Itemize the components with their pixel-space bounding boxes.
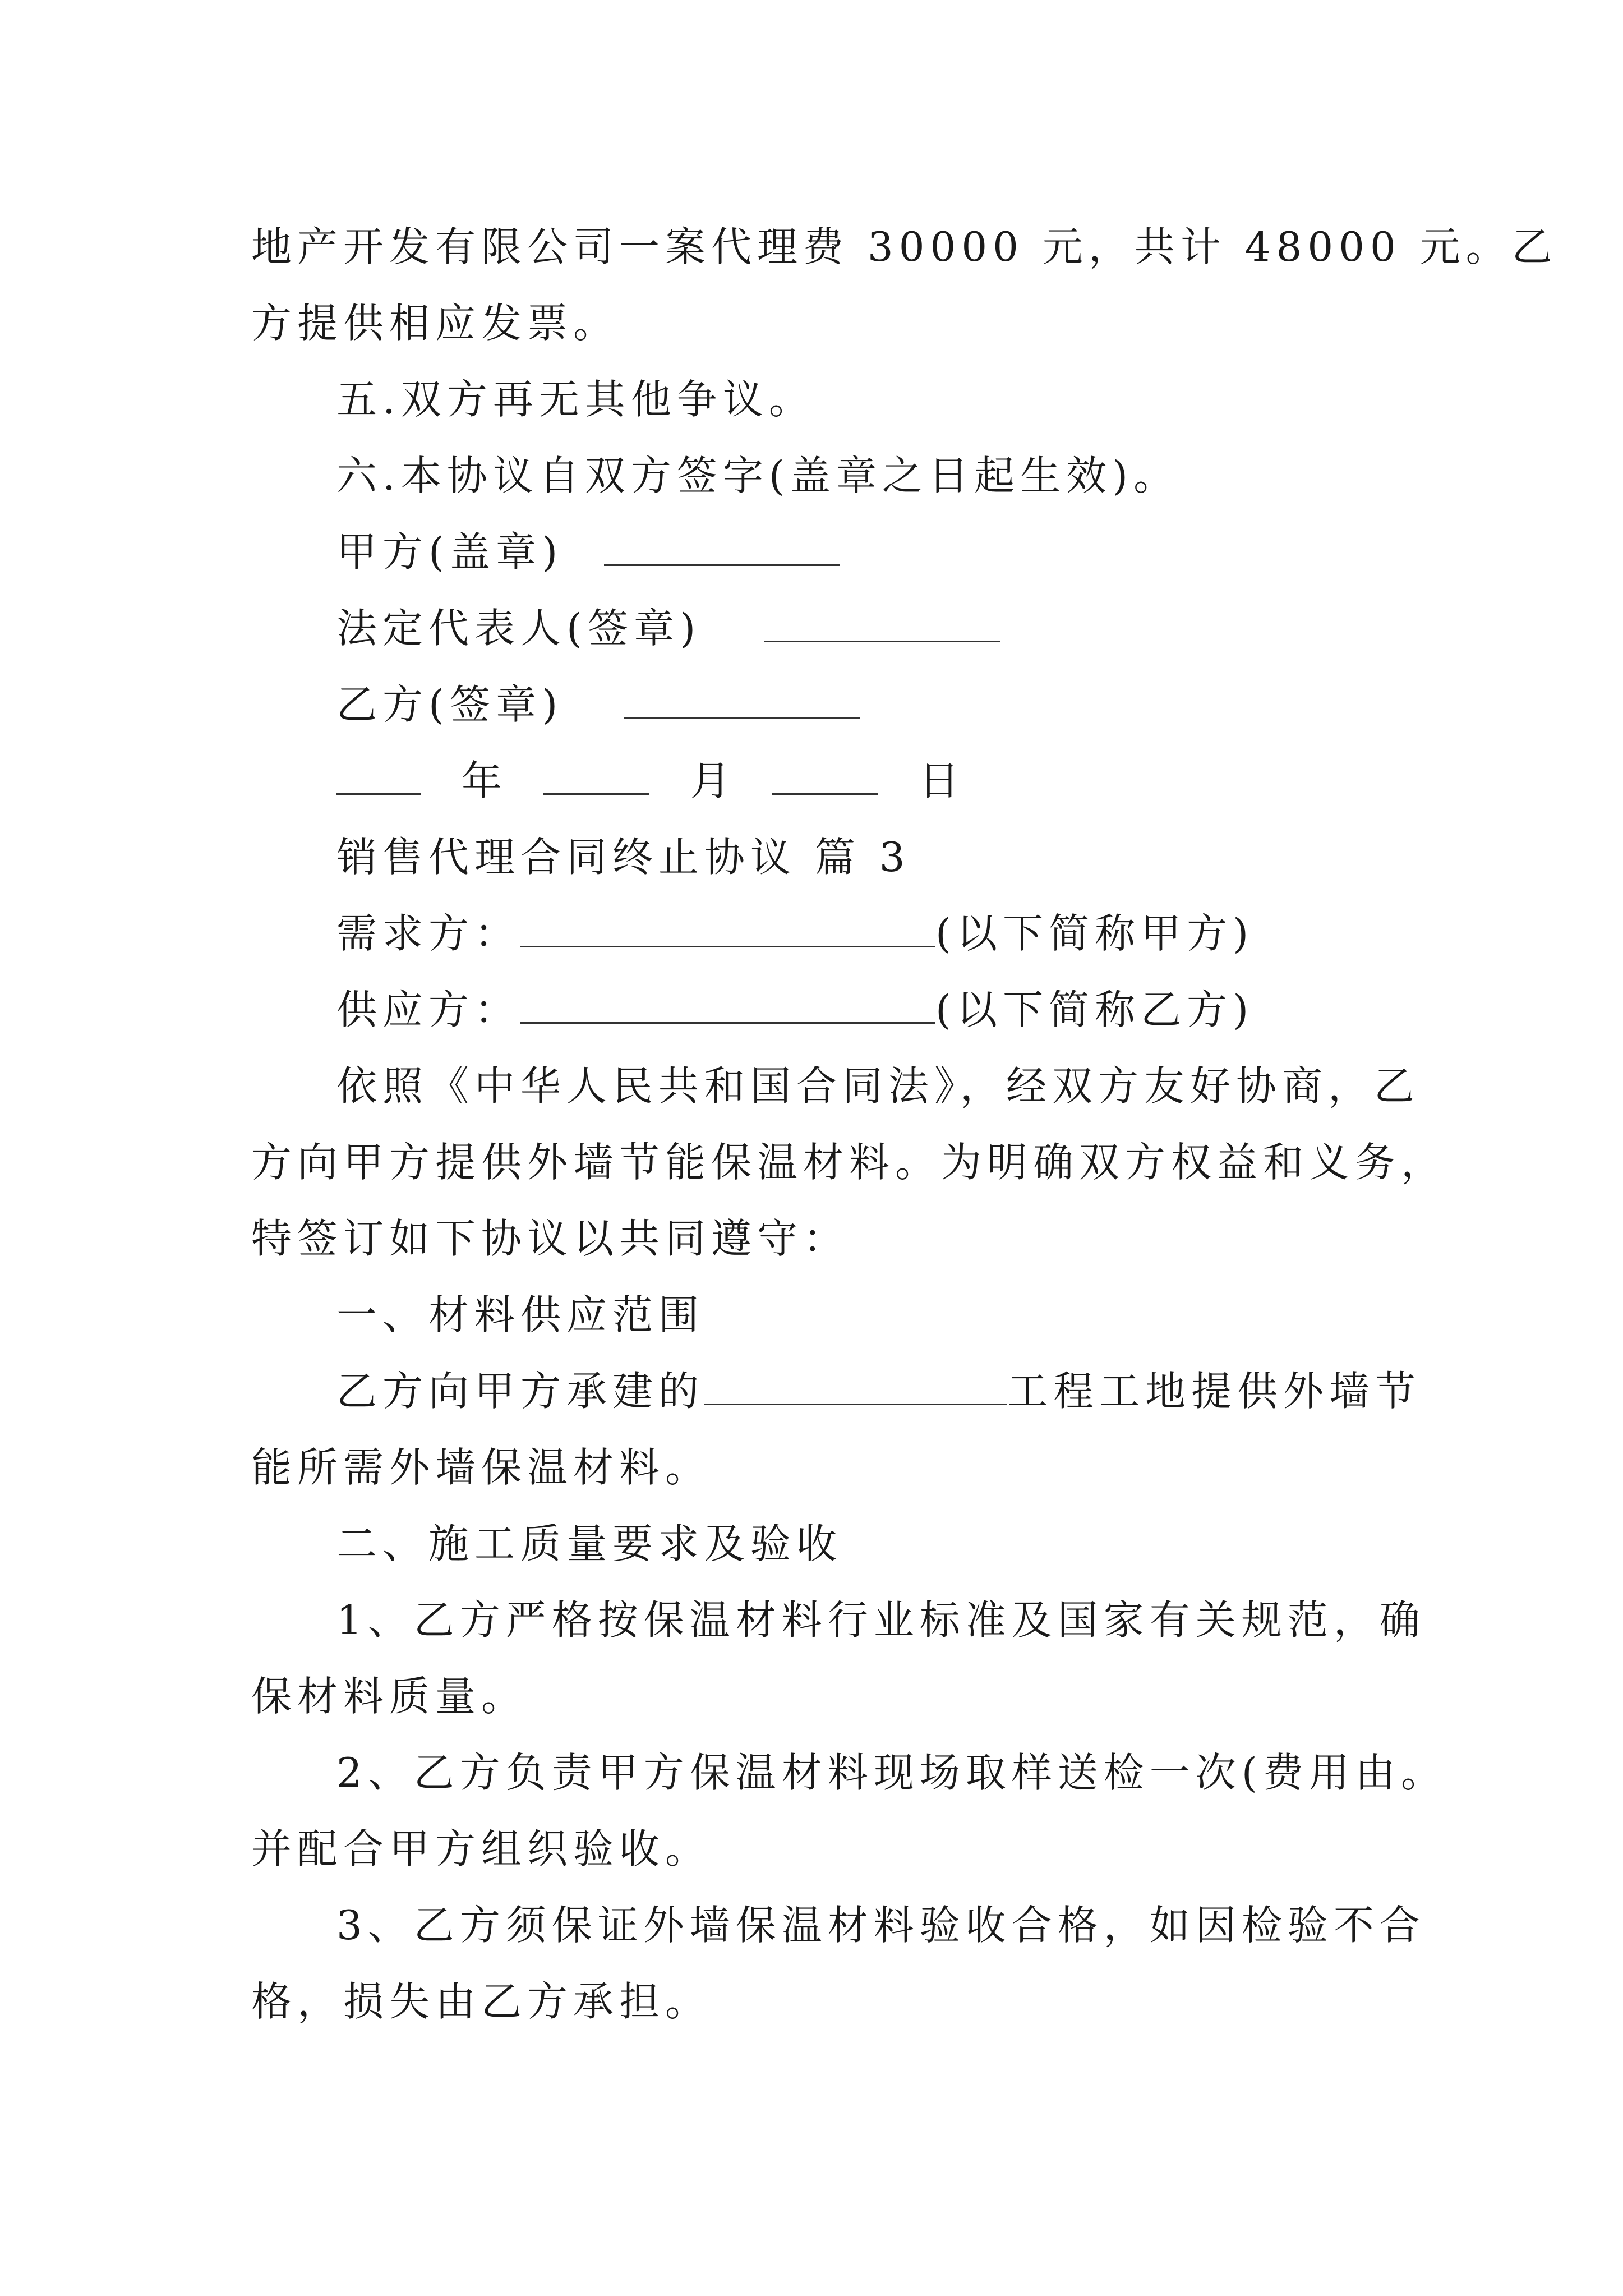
supplier-label: 供应方： — [336, 986, 521, 1033]
month-blank — [543, 760, 649, 795]
clause-line: 2、乙方负责甲方保温材料现场取样送检一次(费用由。 — [336, 1749, 1447, 1796]
heading-quality: 二、施工质量要求及验收 — [336, 1520, 843, 1567]
scope-line: 能所需外墙保温材料。 — [251, 1444, 712, 1491]
supplier-suffix: (以下简称乙方) — [935, 986, 1255, 1033]
supplier-blank — [520, 988, 935, 1024]
buyer-line — [336, 907, 1254, 960]
clause-line: 保材料质量。 — [251, 1673, 528, 1720]
date-day-label: 日 — [919, 757, 965, 804]
supplier-line — [336, 983, 1254, 1037]
paragraph-line: 地产开发有限公司一案代理费 30000 元，共计 48000 元。乙 — [251, 223, 1558, 270]
clause-line: 3、乙方须保证外墙保温材料验收合格，如因检验不合 — [336, 1902, 1426, 1949]
buyer-blank — [520, 912, 935, 947]
section-title: 销售代理合同终止协议 篇 3 — [336, 834, 911, 881]
signature-blank — [604, 531, 840, 566]
paragraph-line: 方提供相应发票。 — [251, 300, 620, 347]
intro-line: 依照《中华人民共和国合同法》，经双方友好协商，乙 — [336, 1062, 1421, 1110]
buyer-suffix: (以下简称甲方) — [935, 910, 1255, 957]
scope-suffix: 工程工地提供外墙节 — [1007, 1368, 1422, 1415]
day-blank — [772, 760, 878, 795]
signature-party-b-label: 乙方(签章) — [336, 681, 564, 728]
signature-party-a — [336, 525, 840, 579]
clause-line: 1、乙方严格按保温材料行业标准及国家有关规范，确 — [336, 1596, 1426, 1644]
scope-line — [336, 1364, 1421, 1418]
signature-legal-rep-label: 法定代表人(签章) — [336, 605, 702, 652]
date-line — [336, 754, 965, 808]
signature-party-b — [336, 678, 860, 731]
date-year-label: 年 — [461, 757, 508, 804]
heading-supply-scope: 一、材料供应范围 — [336, 1291, 705, 1338]
signature-party-a-label: 甲方(盖章) — [336, 528, 564, 576]
signature-blank — [764, 607, 1000, 642]
date-month-label: 月 — [690, 757, 736, 804]
year-blank — [336, 760, 421, 795]
clause-line: 格，损失由乙方承担。 — [251, 1978, 712, 2025]
intro-line: 方向甲方提供外墙节能保温材料。为明确双方权益和义务， — [251, 1139, 1447, 1186]
clause-5: 五.双方再无其他争议。 — [336, 376, 815, 423]
signature-legal-rep — [336, 601, 1000, 655]
project-blank — [704, 1370, 1007, 1405]
buyer-label: 需求方： — [336, 910, 521, 957]
scope-prefix: 乙方向甲方承建的 — [336, 1368, 705, 1415]
intro-line: 特签订如下协议以共同遵守： — [251, 1215, 850, 1262]
clause-line: 并配合甲方组织验收。 — [251, 1825, 712, 1872]
clause-6: 六.本协议自双方签字(盖章之日起生效)。 — [336, 452, 1180, 499]
signature-blank — [624, 683, 860, 719]
